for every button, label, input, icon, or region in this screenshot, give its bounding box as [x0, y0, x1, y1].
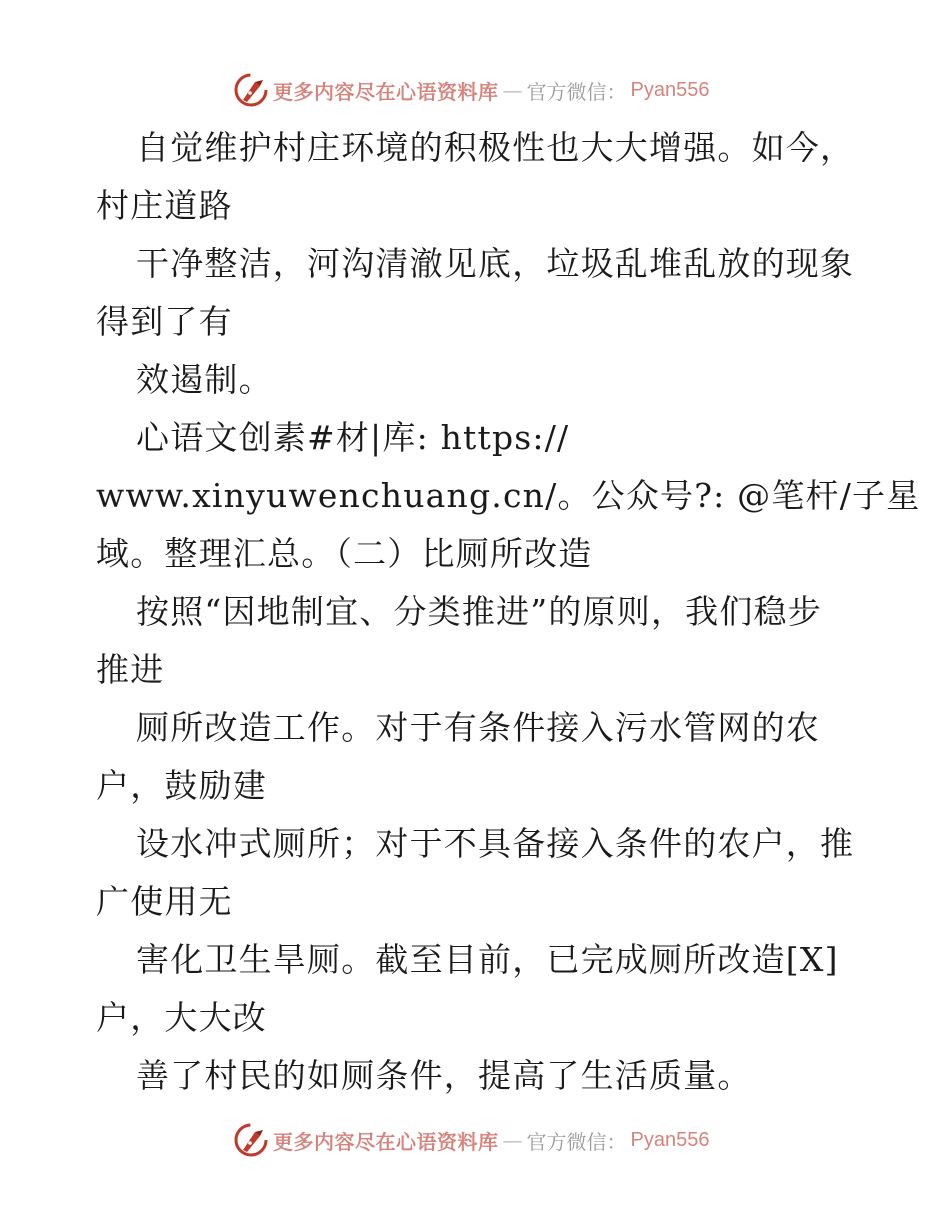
watermark-wechat-id: Pyan556 — [630, 1128, 710, 1151]
watermark-separator: — — [502, 78, 523, 102]
paragraph-line: www.xinyuwenchuang.cn/。公众号?: @笔杆/子星 — [96, 476, 921, 515]
watermark-separator: — — [502, 1128, 523, 1152]
paragraph-line: 效遏制。 — [136, 360, 273, 399]
paragraph-line: 域。整理汇总。（二）比厕所改造 — [96, 534, 593, 573]
pen-nib-logo-icon — [233, 72, 269, 108]
watermark-official-label: 官方微信： — [526, 1129, 627, 1154]
paragraph-line: 广使用无 — [96, 882, 233, 921]
watermark-official-label: 官方微信： — [526, 79, 627, 104]
watermark-main-text: 更多内容尽在心语资料库 — [273, 79, 499, 104]
paragraph-line: 设水冲式厕所；对于不具备接入条件的农户，推 — [136, 824, 855, 863]
header-watermark — [233, 70, 709, 110]
paragraph-line: 得到了有 — [96, 302, 233, 341]
paragraph-line: 推进 — [96, 650, 165, 689]
watermark-wechat-id: Pyan556 — [630, 78, 710, 101]
paragraph-line: 户，鼓励建 — [96, 766, 267, 805]
paragraph-line: 善了村民的如厕条件，提高了生活质量。 — [136, 1056, 752, 1095]
paragraph-line: 心语文创素#材|库: https:// — [136, 418, 570, 457]
footer-watermark — [233, 1120, 709, 1160]
pen-nib-logo-icon — [233, 1122, 269, 1158]
paragraph-line: 按照“因地制宜、分类推进”的原则，我们稳步 — [136, 592, 822, 631]
paragraph-line: 害化卫生旱厕。截至目前，已完成厕所改造[X] — [136, 940, 839, 979]
paragraph-line: 厕所改造工作。对于有条件接入污水管网的农 — [136, 708, 820, 747]
paragraph-line: 干净整洁，河沟清澈见底，垃圾乱堆乱放的现象 — [136, 244, 855, 283]
paragraph-line: 自觉维护村庄环境的积极性也大大增强。如今， — [136, 128, 855, 167]
watermark-main-text: 更多内容尽在心语资料库 — [273, 1129, 499, 1154]
paragraph-line: 村庄道路 — [96, 186, 233, 225]
paragraph-line: 户，大大改 — [96, 998, 267, 1037]
